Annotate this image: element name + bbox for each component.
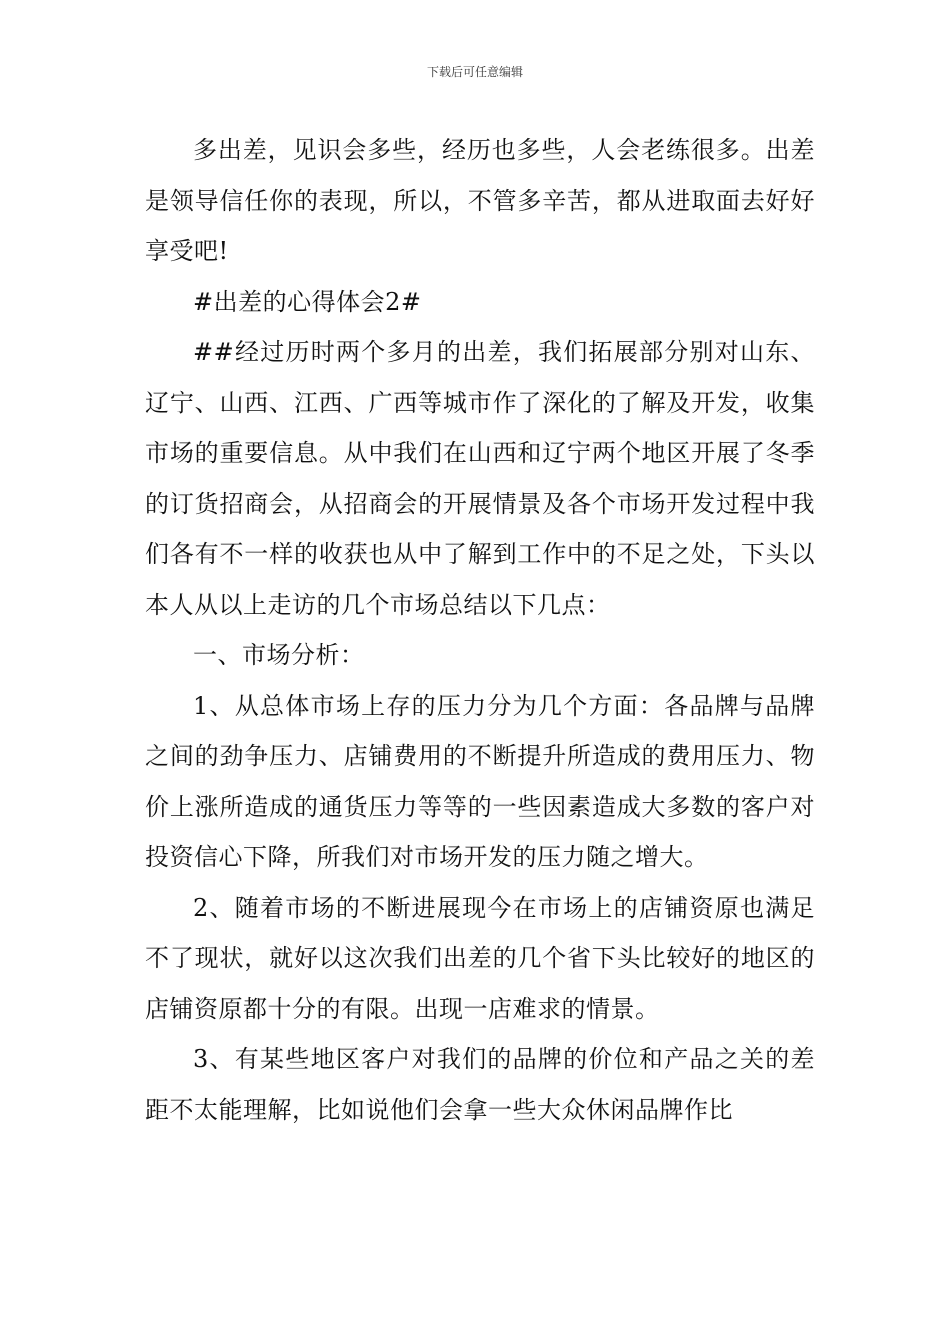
paragraph-trip-summary: ##经过历时两个多月的出差，我们拓展部分别对山东、辽宁、山西、江西、广西等城市作了深化的了解及开发，收集市场的重要信息。从中我们在山西和辽宁两个地区开展了冬季的订货招商会，从招商会的开展情景及各个市场开发过程中我们各有不一样的收获也从中了解到工作中的不足之处，下头以本人从以上走访的几个市场总结以下几点： (145, 338, 815, 619)
paragraph-point-1: 1、从总体市场上存的压力分为几个方面：各品牌与品牌之间的劲争压力、店铺费用的不断提升所造成的费用压力、物价上涨所造成的通货压力等等的一些因素造成大多数的客户对投资信心下降，所我们对市场开发的压力随之增大。 (145, 691, 815, 871)
document-body (145, 125, 815, 1135)
paragraph-point-3: 3、有某些地区客户对我们的品牌的价位和产品之关的差距不太能理解，比如说他们会拿一些大众休闲品牌作比 (145, 1045, 815, 1124)
section-heading-market-analysis: 一、市场分析： (193, 641, 365, 669)
page-header-note: 下载后可任意编辑 (426, 65, 523, 79)
paragraph-point-2: 2、随着市场的不断进展现今在市场上的店铺资原也满足不了现状，就好以这次我们出差的几个省下头比较好的地区的店铺资原都十分的有限。出现一店难求的情景。 (145, 893, 815, 1023)
section-title-experience-2: #出差的心得体会2# (193, 287, 422, 316)
paragraph-business-trip-benefits: 多出差，见识会多些，经历也多些，人会老练很多。出差是领导信任你的表现，所以，不管多辛苦，都从进取面去好好享受吧! (145, 136, 815, 265)
